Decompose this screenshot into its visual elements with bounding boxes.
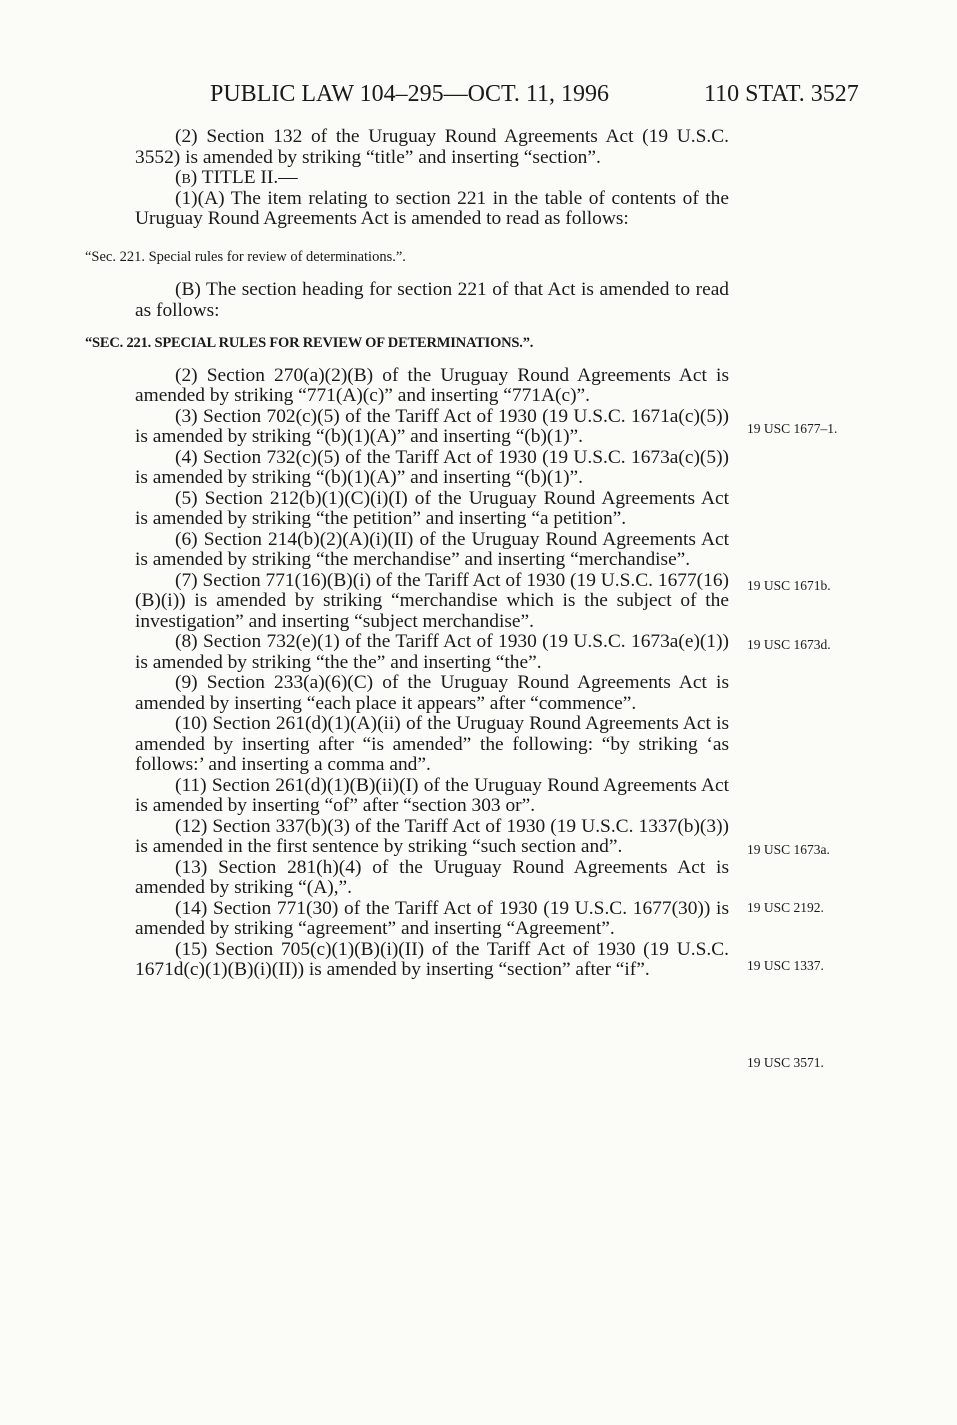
subsection-heading	[135, 168, 729, 189]
paragraph: (6) Section 214(b)(2)(A)(i)(II) of the Uruguay Round Agreements Act is amended by striking “the merchandise” and inserting “merchandise”.	[135, 528, 729, 570]
paragraph: (1)(A) The item relating to section 221 in the table of contents of the Uruguay Round Agreements Act is amended to read as follows:	[135, 187, 729, 229]
document-body	[85, 126, 729, 981]
margin-citation: 19 USC 1337.	[747, 958, 824, 973]
paragraph: (14) Section 771(30) of the Tariff Act of 1930 (19 U.S.C. 1677(30)) is amended by striking “agreement” and inserting “Agreement”.	[135, 897, 729, 939]
paragraph: (8) Section 732(e)(1) of the Tariff Act of 1930 (19 U.S.C. 1673a(e)(1)) is amended by striking “the the” and inserting “the”.	[135, 631, 729, 673]
paragraph: (4) Section 732(c)(5) of the Tariff Act of 1930 (19 U.S.C. 1673a(c)(5)) is amended by striking “(b)(1)(A)” and inserting “(b)(1)”.	[135, 446, 729, 488]
subsection-heading-text: (b) TITLE II.—	[175, 167, 298, 188]
paragraph: (12) Section 337(b)(3) of the Tariff Act of 1930 (19 U.S.C. 1337(b)(3)) is amended in the first sentence by striking “such section and”.	[135, 815, 729, 857]
margin-citation: 19 USC 1673a.	[747, 842, 830, 857]
paragraph: (B) The section heading for section 221 of that Act is amended to read as follows:	[135, 279, 729, 321]
margin-citation: 19 USC 3571.	[747, 1055, 824, 1070]
paragraph: (2) Section 270(a)(2)(B) of the Uruguay Round Agreements Act is amended by striking “771(A)(c)” and inserting “771A(c)”.	[135, 364, 729, 406]
margin-citation: 19 USC 1671b.	[747, 578, 831, 593]
toc-entry: “Sec. 221. Special rules for review of determinations.”.	[85, 248, 406, 265]
margin-citation: 19 USC 1677–1.	[747, 421, 838, 436]
paragraph: (5) Section 212(b)(1)(C)(i)(I) of the Uruguay Round Agreements Act is amended by striking “the petition” and inserting “a petition”.	[135, 487, 729, 529]
paragraph: (15) Section 705(c)(1)(B)(i)(II) of the Tariff Act of 1930 (19 U.S.C. 1671d(c)(1)(B)(i)(II)) is amended by inserting “section” after “if”.	[135, 938, 729, 980]
margin-citation: 19 USC 1673d.	[747, 637, 831, 652]
margin-citation: 19 USC 2192.	[747, 900, 824, 915]
paragraph: (10) Section 261(d)(1)(A)(ii) of the Uruguay Round Agreements Act is amended by inserting after “is amended” the following: “by striking ‘as follows:’ and inserting a comma and”.	[135, 713, 729, 775]
paragraph: (7) Section 771(16)(B)(i) of the Tariff Act of 1930 (19 U.S.C. 1677(16)(B)(i)) is amended by striking “merchandise which is the subject of the investigation” and inserting “subject merchandise”.	[135, 569, 729, 632]
paragraph: (2) Section 132 of the Uruguay Round Agreements Act (19 U.S.C. 3552) is amended by striking “title” and inserting “section”.	[135, 126, 729, 168]
paragraph: (9) Section 233(a)(6)(C) of the Uruguay Round Agreements Act is amended by inserting “each place it appears” after “commence”.	[135, 672, 729, 714]
header-page-number: 110 STAT. 3527	[704, 81, 859, 107]
paragraph: (13) Section 281(h)(4) of the Uruguay Round Agreements Act is amended by striking “(A),”.	[135, 856, 729, 898]
header-title: PUBLIC LAW 104–295—OCT. 11, 1996	[210, 81, 609, 107]
paragraph: (3) Section 702(c)(5) of the Tariff Act of 1930 (19 U.S.C. 1671a(c)(5)) is amended by striking “(b)(1)(A)” and inserting “(b)(1)”.	[135, 405, 729, 447]
section-heading: “SEC. 221. SPECIAL RULES FOR REVIEW OF DETERMINATIONS.”.	[85, 335, 534, 351]
paragraph: (11) Section 261(d)(1)(B)(ii)(I) of the Uruguay Round Agreements Act is amended by inserting “of” after “section 303 or”.	[135, 774, 729, 816]
